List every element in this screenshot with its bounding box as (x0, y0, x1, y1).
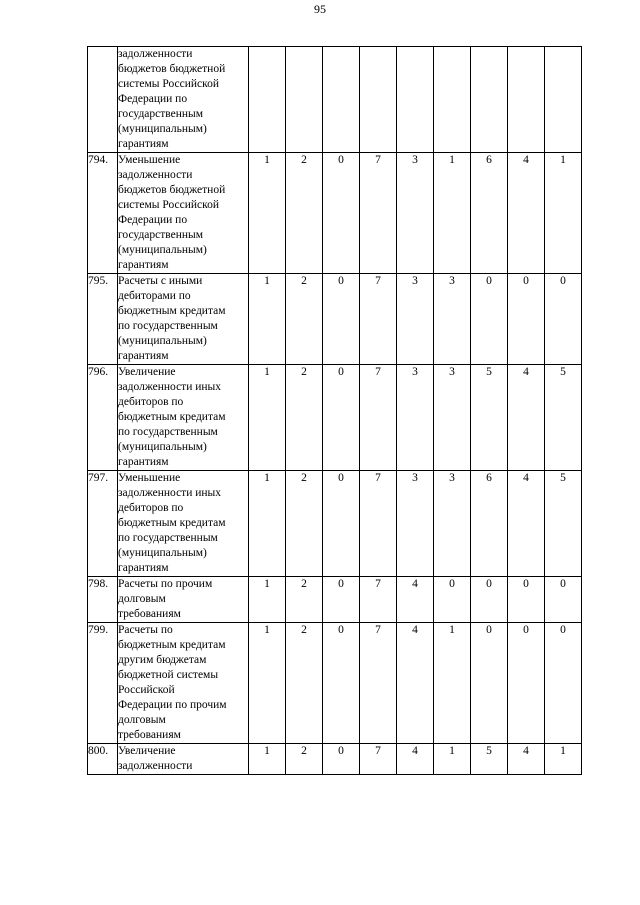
code-digit-6: 1 (434, 744, 471, 775)
classification-table (87, 46, 582, 775)
code-digit-5: 3 (397, 274, 434, 365)
code-digit-2: 2 (286, 577, 323, 623)
row-name-cell (118, 365, 249, 471)
code-digit-4: 7 (360, 623, 397, 744)
code-digit-2: 2 (286, 744, 323, 775)
row-number: 796. (88, 365, 118, 471)
row-name-cell (118, 153, 249, 274)
row-name-text: Увеличение задолженности иных дебиторов по бюджетным кредитам по государственным (муниципальным) гарантиям (118, 366, 226, 468)
code-digit-1: 1 (249, 623, 286, 744)
code-digit-6 (434, 47, 471, 153)
code-digit-2: 2 (286, 623, 323, 744)
code-digit-6: 3 (434, 471, 471, 577)
code-digit-9: 0 (545, 274, 582, 365)
code-digit-8 (508, 47, 545, 153)
code-digit-4: 7 (360, 153, 397, 274)
row-name-cell (118, 744, 249, 775)
code-digit-5: 3 (397, 153, 434, 274)
code-digit-7: 0 (471, 623, 508, 744)
table-body (88, 47, 582, 775)
code-digit-5: 4 (397, 744, 434, 775)
row-number: 794. (88, 153, 118, 274)
row-name-cell (118, 577, 249, 623)
table-row (88, 47, 582, 153)
row-name-text: Расчеты с иными дебиторами по бюджетным кредитам по государственным (муниципальным) гарантиям (118, 275, 226, 362)
code-digit-7: 6 (471, 153, 508, 274)
row-number (88, 47, 118, 153)
code-digit-1: 1 (249, 365, 286, 471)
code-digit-6: 0 (434, 577, 471, 623)
row-number: 800. (88, 744, 118, 775)
row-number: 795. (88, 274, 118, 365)
table-row (88, 153, 582, 274)
code-digit-7: 5 (471, 744, 508, 775)
code-digit-7: 0 (471, 577, 508, 623)
row-number: 797. (88, 471, 118, 577)
code-digit-4: 7 (360, 577, 397, 623)
row-name-cell (118, 47, 249, 153)
code-digit-9: 5 (545, 365, 582, 471)
code-digit-5 (397, 47, 434, 153)
code-digit-1: 1 (249, 153, 286, 274)
table-row (88, 577, 582, 623)
code-digit-9: 1 (545, 153, 582, 274)
code-digit-4: 7 (360, 471, 397, 577)
code-digit-7 (471, 47, 508, 153)
table-row (88, 623, 582, 744)
code-digit-1: 1 (249, 274, 286, 365)
page-number: 95 (314, 2, 326, 16)
row-name-cell (118, 274, 249, 365)
code-digit-1 (249, 47, 286, 153)
code-digit-9: 1 (545, 744, 582, 775)
row-number: 799. (88, 623, 118, 744)
code-digit-4: 7 (360, 365, 397, 471)
code-digit-7: 0 (471, 274, 508, 365)
code-digit-8: 4 (508, 153, 545, 274)
code-digit-2: 2 (286, 365, 323, 471)
row-name-text: Расчеты по прочим долговым требованиям (118, 578, 213, 620)
row-name-text: задолженности бюджетов бюджетной системы Российской Федерации по государственным (муниципальным) гарантиям (118, 48, 226, 150)
row-number: 798. (88, 577, 118, 623)
code-digit-6: 1 (434, 153, 471, 274)
code-digit-8: 0 (508, 577, 545, 623)
row-name-cell (118, 623, 249, 744)
code-digit-4: 7 (360, 744, 397, 775)
code-digit-9 (545, 47, 582, 153)
code-digit-8: 4 (508, 744, 545, 775)
code-digit-3: 0 (323, 577, 360, 623)
table-row (88, 744, 582, 775)
code-digit-2: 2 (286, 274, 323, 365)
code-digit-9: 5 (545, 471, 582, 577)
code-digit-2: 2 (286, 153, 323, 274)
row-name-cell (118, 471, 249, 577)
code-digit-4: 7 (360, 274, 397, 365)
row-name-text: Уменьшение задолженности иных дебиторов по бюджетным кредитам по государственным (муниципальным) гарантиям (118, 472, 226, 574)
code-digit-2 (286, 47, 323, 153)
code-digit-5: 3 (397, 471, 434, 577)
code-digit-8: 0 (508, 274, 545, 365)
table-row (88, 365, 582, 471)
code-digit-8: 4 (508, 471, 545, 577)
code-digit-3: 0 (323, 274, 360, 365)
code-digit-1: 1 (249, 744, 286, 775)
code-digit-9: 0 (545, 577, 582, 623)
code-digit-6: 3 (434, 365, 471, 471)
row-name-text: Увеличение задолженности (118, 745, 193, 772)
code-digit-8: 4 (508, 365, 545, 471)
code-digit-8: 0 (508, 623, 545, 744)
code-digit-3: 0 (323, 623, 360, 744)
code-digit-6: 3 (434, 274, 471, 365)
code-digit-2: 2 (286, 471, 323, 577)
code-digit-3: 0 (323, 744, 360, 775)
code-digit-3: 0 (323, 471, 360, 577)
row-name-text: Уменьшение задолженности бюджетов бюджетной системы Российской Федерации по государственным (муниципальным) гарантиям (118, 154, 226, 271)
table-row (88, 471, 582, 577)
code-digit-6: 1 (434, 623, 471, 744)
code-digit-1: 1 (249, 471, 286, 577)
code-digit-7: 5 (471, 365, 508, 471)
code-digit-4 (360, 47, 397, 153)
code-digit-3: 0 (323, 153, 360, 274)
code-digit-3 (323, 47, 360, 153)
code-digit-3: 0 (323, 365, 360, 471)
code-digit-1: 1 (249, 577, 286, 623)
code-digit-9: 0 (545, 623, 582, 744)
code-digit-5: 4 (397, 577, 434, 623)
code-digit-7: 6 (471, 471, 508, 577)
row-name-text: Расчеты по бюджетным кредитам другим бюджетам бюджетной системы Российской Федерации по прочим долговым требованиям (118, 624, 227, 741)
code-digit-5: 4 (397, 623, 434, 744)
code-digit-5: 3 (397, 365, 434, 471)
table-row (88, 274, 582, 365)
